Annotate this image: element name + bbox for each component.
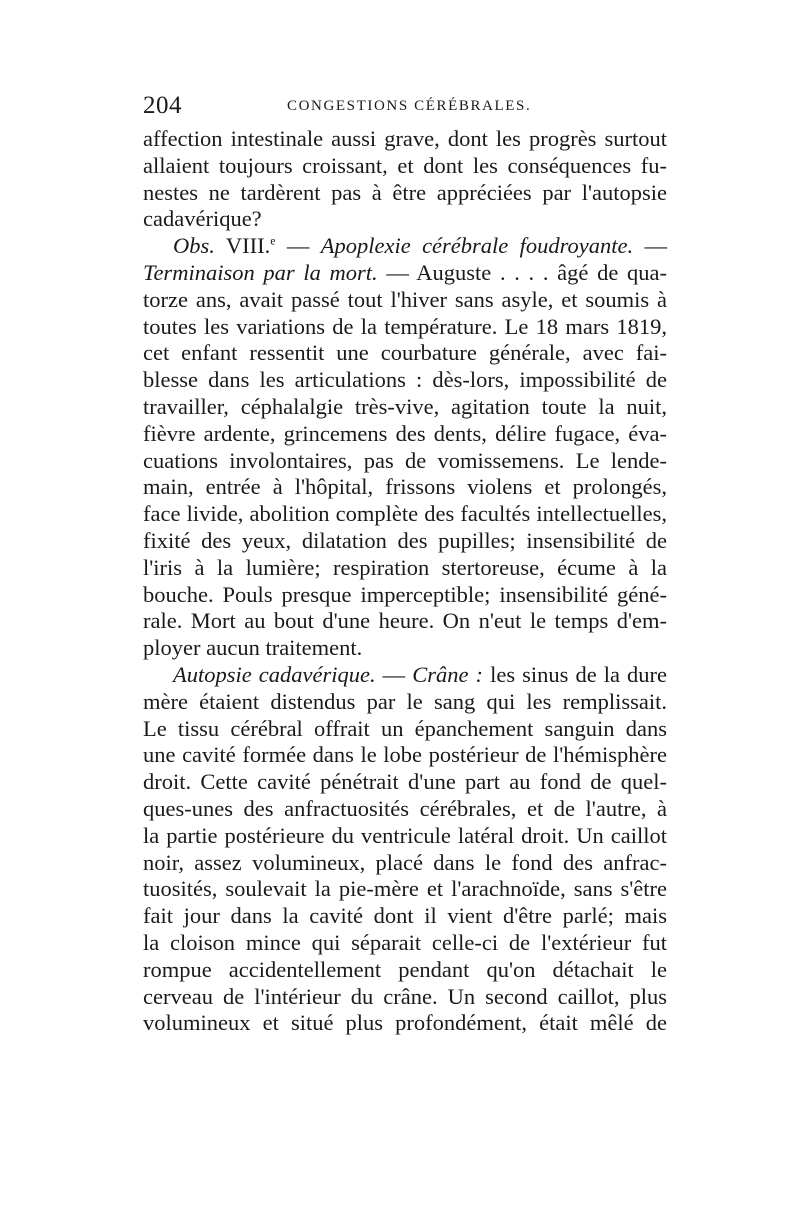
text-line: volumineux et situé plus profondément, était mêlé de [143,1010,667,1036]
observation-title: Apoplexie cérébrale foudroyante. [320,233,634,259]
body-text [143,126,667,1037]
text-line: allaient toujours croissant, et dont les conséquences fu- [143,152,667,178]
observation-heading-line [143,233,667,260]
obs-label: Obs. [173,233,215,259]
text-line: fièvre ardente, grincemens des dents, délire fugace, éva- [143,420,667,446]
text-line: affection intestinale aussi grave, dont les progrès surtout [143,126,667,151]
text-line: mère étaient distendus par le sang qui les remplissait. [143,688,667,714]
text-line: nestes ne tardèrent pas à être appréciées par l'autopsie [143,179,667,205]
text-line: rale. Mort au bout d'une heure. On n'eut le temps d'em- [143,608,667,634]
text-line: fait jour dans la cavité dont il vient d'être parlé; mais [143,903,667,929]
text-line: cet enfant ressentit une courbature générale, avec fai- [143,340,667,366]
dash: — [275,233,321,259]
text-line: face livide, abolition complète des facultés intellectuelles, [143,501,667,527]
obs-number-superscript: e [270,233,276,248]
autopsy-label: Autopsie cadavérique. [173,661,376,687]
text-line: cadavérique? [143,206,262,232]
autopsy-heading-line [143,662,667,689]
text-fragment: les sinus de la dure [483,661,667,687]
text-line: une cavité formée dans le lobe postérieur de l'hémisphère [143,742,667,768]
observation-subtitle: Terminaison par la mort. [143,259,378,285]
text-line: bouche. Pouls presque imperceptible; insensibilité géné- [143,581,667,607]
text-line: rompue accidentellement pendant qu'on détachait le [143,956,667,982]
text-line: Le tissu cérébral offrait un épanchement sanguin dans [143,715,667,741]
text-line: blesse dans les articulations : dès-lors, impossibilité de [143,367,667,393]
text-line: torze ans, avait passé tout l'hiver sans asyle, et soumis à [143,286,667,312]
text-line: l'iris à la lumière; respiration stertoreuse, écume à la [143,554,667,580]
page-number: 204 [143,92,182,119]
text-line: main, entrée à l'hôpital, frissons violens et prolongés, [143,474,667,500]
text-line: tuosités, soulevait la pie-mère et l'arachnoïde, sans s'être [143,876,667,902]
text-line: fixité des yeux, dilatation des pupilles; insensibilité de [143,527,667,553]
text-fragment: — Auguste . . . . âgé de qua- [377,259,667,285]
dash: — [633,233,668,259]
text-line: travailler, céphalalgie très-vive, agitation toute la nuit, [143,393,667,419]
text-line: ployer aucun traitement. [143,635,363,661]
text-line: ques-unes des anfractuosités cérébrales, et de l'autre, à [143,795,667,821]
skull-label: Crâne : [412,661,484,687]
text-line: noir, assez volumineux, placé dans le fond des anfrac- [143,849,667,875]
obs-number: VIII. [225,233,271,259]
text-line: cerveau de l'intérieur du crâne. Un second caillot, plus [143,983,667,1009]
text-line: droit. Cette cavité pénétrait d'une part au fond de quel- [143,769,667,795]
text-line: cuations involontaires, pas de vomissemens. Le lende- [143,447,667,473]
text-line: la cloison mince qui séparait celle-ci de l'extérieur fut [143,929,667,955]
text-line: la partie postérieure du ventricule latéral droit. Un caillot [143,822,667,848]
running-title: CONGESTIONS CÉRÉBRALES. [287,98,532,114]
running-head [143,92,667,122]
text-line: toutes les variations de la température. Le 18 mars 1819, [143,313,667,339]
dash: — [375,661,413,687]
observation-subtitle-line [143,260,667,287]
